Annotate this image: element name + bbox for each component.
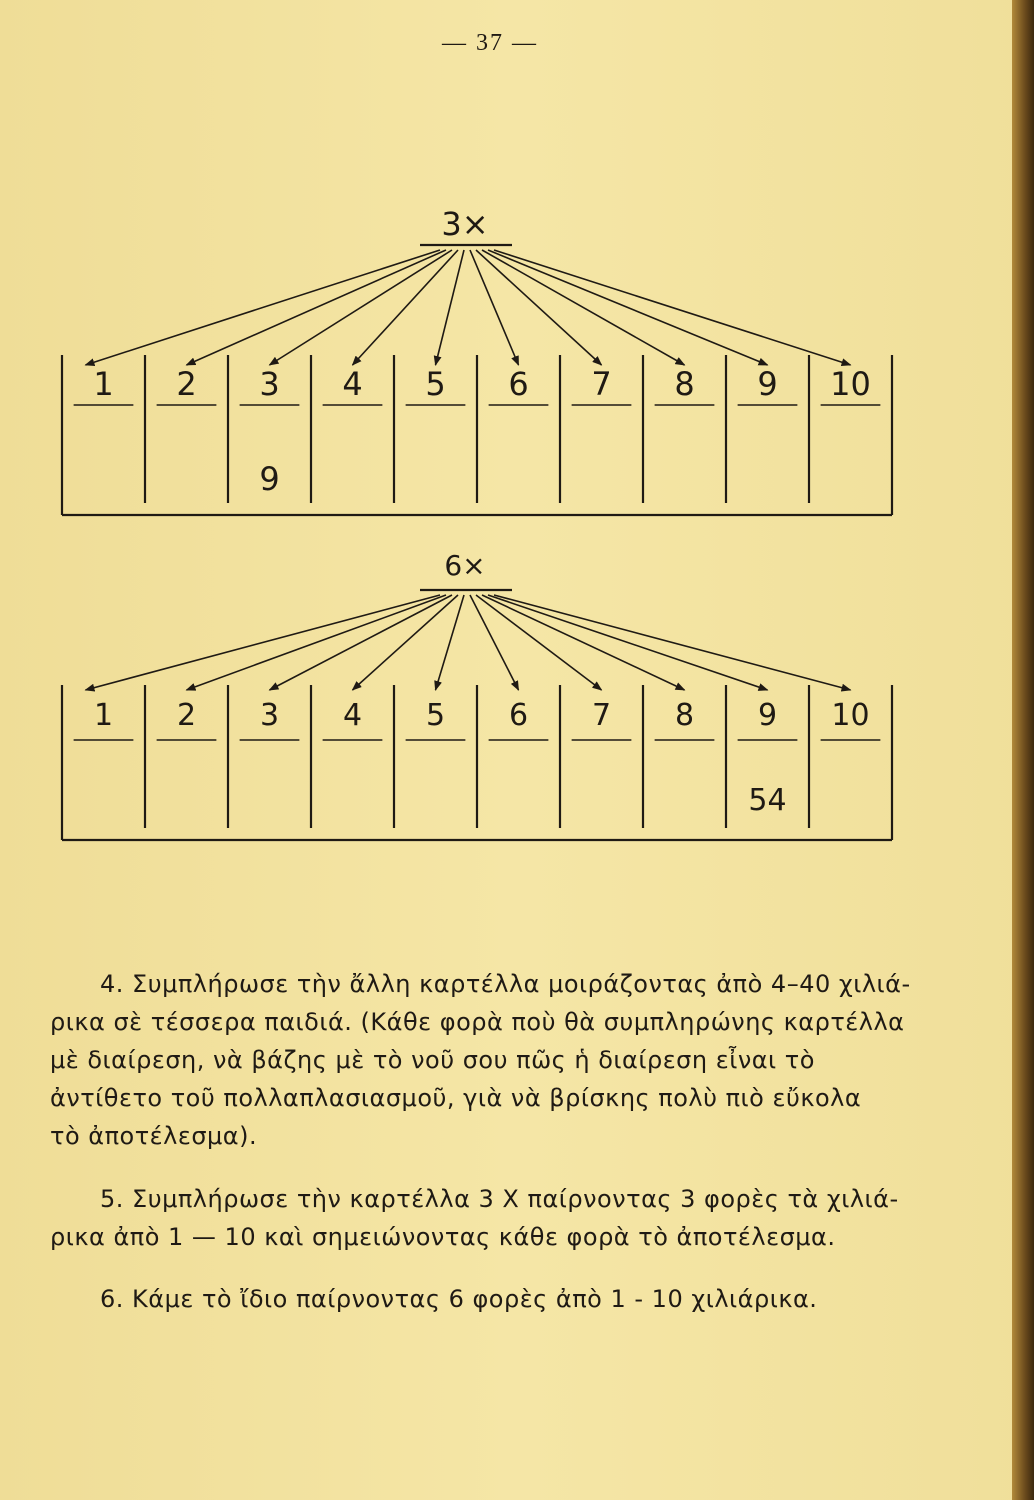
- d3-cell-number: 7: [591, 365, 612, 403]
- d3-cell-number: 8: [674, 365, 695, 403]
- exercise-5-line-1: 5. Συμπλήρωσε τὴν καρτέλλα 3 Χ παίρνοντας 3 φορὲς τὰ χιλιά-: [100, 1185, 899, 1213]
- card-3x-header: 3×: [441, 205, 489, 243]
- d3-cell-number: 1: [93, 365, 114, 403]
- d6-cell-number: 8: [674, 698, 695, 733]
- card-3x-grid: [62, 355, 892, 515]
- d3-arrow: [270, 250, 453, 365]
- card-6x-arrows: [86, 595, 851, 690]
- exercise-4-line-4: ἀντίθετο τοῦ πολλαπλασιασμοῦ, γιὰ νὰ βρίσκης πολὺ πιὸ εὔκολα: [50, 1084, 862, 1112]
- card-6x-header: 6×: [444, 549, 486, 582]
- multiplication-card-3x: [0, 190, 1034, 530]
- d3-cell-number: 4: [342, 365, 363, 403]
- d3-arrow: [494, 250, 851, 365]
- d6-cell-number: 1: [93, 698, 114, 733]
- d6-arrow: [270, 595, 453, 690]
- d3-arrow: [187, 250, 447, 365]
- exercise-4-line-3: μὲ διαίρεση, νὰ βάζης μὲ τὸ νοῦ σου πῶς ἡ διαίρεση εἶναι τὸ: [50, 1046, 815, 1074]
- exercise-4-line-2: ρικα σὲ τέσσερα παιδιά. (Κάθε φορὰ ποὺ θὰ συμπληρώνης καρτέλλα: [50, 1008, 905, 1036]
- d6-arrow: [187, 595, 447, 690]
- multiplication-card-6x: [0, 540, 1034, 860]
- d3-cell-number: 2: [176, 365, 197, 403]
- d6-arrow: [488, 595, 768, 690]
- d6-cell-number: 3: [259, 698, 280, 733]
- exercise-4-line-1: 4. Συμπλήρωσε τὴν ἄλλη καρτέλλα μοιράζοντας ἀπὸ 4–40 χιλιά-: [100, 970, 911, 998]
- d6-cell-number: 10: [831, 698, 870, 733]
- page-number: — 37 —: [442, 30, 538, 56]
- d3-arrow: [436, 250, 465, 365]
- card-3x-arrows: [86, 250, 851, 365]
- d6-cell-number: 6: [508, 698, 529, 733]
- d6-cell-number: 7: [591, 698, 612, 733]
- d6-cell-result: 54: [748, 783, 787, 818]
- d6-arrow: [86, 595, 441, 690]
- card-6x-grid: [62, 685, 892, 840]
- exercise-4-line-5: τὸ ἀποτέλεσμα).: [50, 1122, 258, 1150]
- d6-cell-number: 9: [757, 698, 778, 733]
- d3-cell-number: 9: [757, 365, 778, 403]
- exercise-5-line-2: ρικα ἀπὸ 1 — 10 καὶ σημειώνοντας κάθε φορὰ τὸ ἀποτέλεσμα.: [50, 1223, 836, 1251]
- d6-cell-number: 2: [176, 698, 197, 733]
- d3-cell-number: 3: [259, 365, 280, 403]
- exercise-5: [50, 1180, 930, 1256]
- d6-arrow: [494, 595, 851, 690]
- d3-cell-number: 6: [508, 365, 529, 403]
- exercise-6-line-1: 6. Κάμε τὸ ἴδιο παίρνοντας 6 φορὲς ἀπὸ 1 - 10 χιλιάρικα.: [100, 1285, 818, 1313]
- d3-cell-number: 10: [830, 365, 871, 403]
- d3-arrow: [488, 250, 768, 365]
- d3-cell-result: 9: [259, 460, 280, 498]
- d3-cell-number: 5: [425, 365, 446, 403]
- exercise-4: [50, 965, 930, 1155]
- d6-cell-number: 5: [425, 698, 446, 733]
- d3-arrow: [86, 250, 441, 365]
- d6-cell-number: 4: [342, 698, 363, 733]
- exercise-6: [50, 1280, 930, 1318]
- d6-arrow: [436, 595, 465, 690]
